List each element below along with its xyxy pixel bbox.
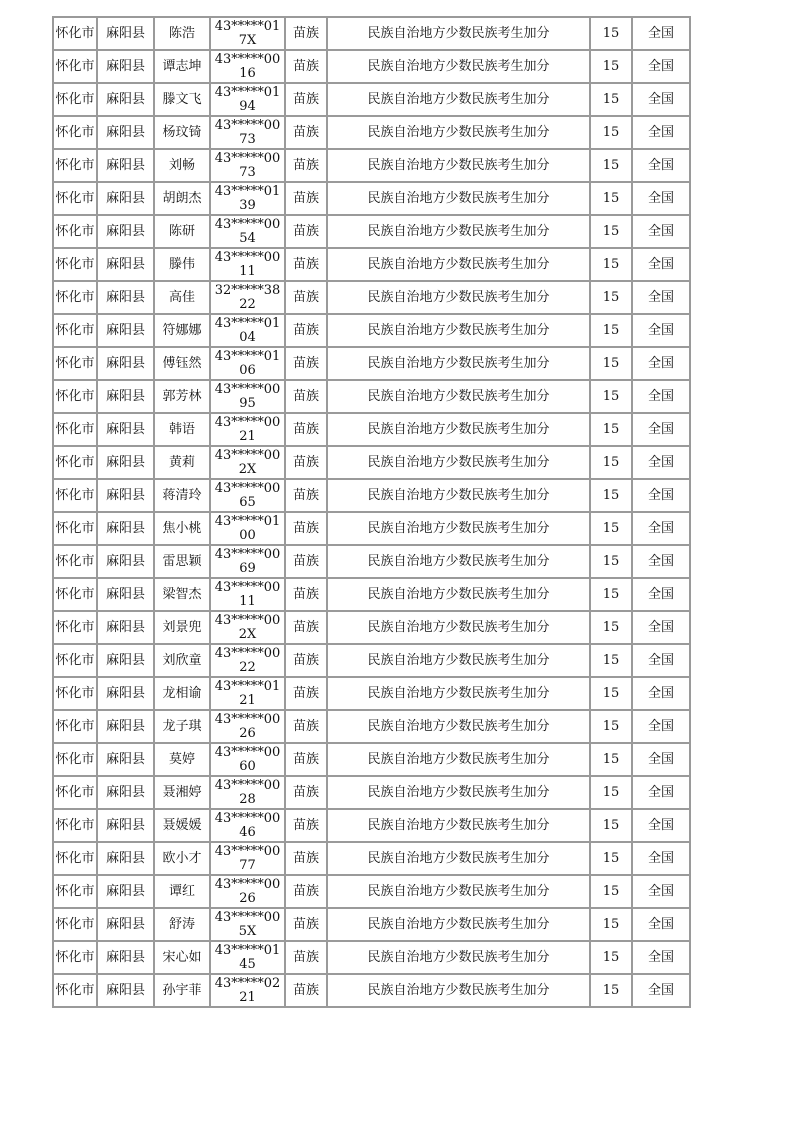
- bonus-category-cell: 民族自治地方少数民族考生加分: [327, 314, 590, 347]
- ethnicity-cell: 苗族: [285, 908, 327, 941]
- scope-cell: 全国: [632, 677, 690, 710]
- bonus-category-cell: 民族自治地方少数民族考生加分: [327, 974, 590, 1007]
- roster-table: [52, 16, 691, 1008]
- bonus-category-cell: 民族自治地方少数民族考生加分: [327, 776, 590, 809]
- scope-cell: 全国: [632, 908, 690, 941]
- ethnicity-cell: 苗族: [285, 743, 327, 776]
- table-row: [53, 842, 690, 875]
- ethnicity-cell: 苗族: [285, 83, 327, 116]
- city-cell: 怀化市: [53, 50, 97, 83]
- city-cell: 怀化市: [53, 446, 97, 479]
- city-cell: 怀化市: [53, 248, 97, 281]
- scope-cell: 全国: [632, 215, 690, 248]
- ethnicity-cell: 苗族: [285, 17, 327, 50]
- ethnicity-cell: 苗族: [285, 842, 327, 875]
- id-number-cell: 32*****3822: [210, 281, 285, 314]
- city-cell: 怀化市: [53, 281, 97, 314]
- table-row: [53, 611, 690, 644]
- county-cell: 麻阳县: [97, 413, 154, 446]
- county-cell: 麻阳县: [97, 215, 154, 248]
- scope-cell: 全国: [632, 50, 690, 83]
- bonus-points-cell: 15: [590, 281, 632, 314]
- ethnicity-cell: 苗族: [285, 50, 327, 83]
- city-cell: 怀化市: [53, 578, 97, 611]
- city-cell: 怀化市: [53, 215, 97, 248]
- table-row: [53, 380, 690, 413]
- scope-cell: 全国: [632, 578, 690, 611]
- scope-cell: 全国: [632, 941, 690, 974]
- id-number-cell: 43*****0026: [210, 710, 285, 743]
- name-cell: 莫婷: [154, 743, 210, 776]
- scope-cell: 全国: [632, 809, 690, 842]
- bonus-points-cell: 15: [590, 182, 632, 215]
- city-cell: 怀化市: [53, 974, 97, 1007]
- table-row: [53, 710, 690, 743]
- scope-cell: 全国: [632, 380, 690, 413]
- name-cell: 符娜娜: [154, 314, 210, 347]
- city-cell: 怀化市: [53, 776, 97, 809]
- bonus-points-cell: 15: [590, 710, 632, 743]
- county-cell: 麻阳县: [97, 347, 154, 380]
- ethnicity-cell: 苗族: [285, 875, 327, 908]
- ethnicity-cell: 苗族: [285, 776, 327, 809]
- county-cell: 麻阳县: [97, 116, 154, 149]
- name-cell: 孙宇菲: [154, 974, 210, 1007]
- bonus-category-cell: 民族自治地方少数民族考生加分: [327, 941, 590, 974]
- bonus-points-cell: 15: [590, 941, 632, 974]
- ethnicity-cell: 苗族: [285, 611, 327, 644]
- id-number-cell: 43*****0077: [210, 842, 285, 875]
- bonus-category-cell: 民族自治地方少数民族考生加分: [327, 512, 590, 545]
- bonus-points-cell: 15: [590, 743, 632, 776]
- table-row: [53, 875, 690, 908]
- name-cell: 龙子琪: [154, 710, 210, 743]
- county-cell: 麻阳县: [97, 248, 154, 281]
- ethnicity-cell: 苗族: [285, 149, 327, 182]
- name-cell: 欧小才: [154, 842, 210, 875]
- city-cell: 怀化市: [53, 380, 97, 413]
- id-number-cell: 43*****017X: [210, 17, 285, 50]
- table-row: [53, 413, 690, 446]
- ethnicity-cell: 苗族: [285, 710, 327, 743]
- bonus-category-cell: 民族自治地方少数民族考生加分: [327, 743, 590, 776]
- city-cell: 怀化市: [53, 644, 97, 677]
- city-cell: 怀化市: [53, 347, 97, 380]
- city-cell: 怀化市: [53, 17, 97, 50]
- county-cell: 麻阳县: [97, 677, 154, 710]
- scope-cell: 全国: [632, 611, 690, 644]
- bonus-category-cell: 民族自治地方少数民族考生加分: [327, 380, 590, 413]
- bonus-category-cell: 民族自治地方少数民族考生加分: [327, 50, 590, 83]
- table-row: [53, 512, 690, 545]
- name-cell: 高佳: [154, 281, 210, 314]
- name-cell: 聂湘婷: [154, 776, 210, 809]
- table-row: [53, 974, 690, 1007]
- county-cell: 麻阳县: [97, 710, 154, 743]
- scope-cell: 全国: [632, 743, 690, 776]
- name-cell: 谭红: [154, 875, 210, 908]
- table-row: [53, 644, 690, 677]
- city-cell: 怀化市: [53, 116, 97, 149]
- id-number-cell: 43*****0046: [210, 809, 285, 842]
- bonus-points-cell: 15: [590, 545, 632, 578]
- id-number-cell: 43*****0069: [210, 545, 285, 578]
- city-cell: 怀化市: [53, 908, 97, 941]
- name-cell: 傅钰然: [154, 347, 210, 380]
- scope-cell: 全国: [632, 545, 690, 578]
- bonus-points-cell: 15: [590, 446, 632, 479]
- county-cell: 麻阳县: [97, 941, 154, 974]
- name-cell: 杨玟锜: [154, 116, 210, 149]
- bonus-points-cell: 15: [590, 908, 632, 941]
- bonus-category-cell: 民族自治地方少数民族考生加分: [327, 545, 590, 578]
- ethnicity-cell: 苗族: [285, 248, 327, 281]
- city-cell: 怀化市: [53, 677, 97, 710]
- bonus-category-cell: 民族自治地方少数民族考生加分: [327, 677, 590, 710]
- county-cell: 麻阳县: [97, 479, 154, 512]
- scope-cell: 全国: [632, 842, 690, 875]
- bonus-points-cell: 15: [590, 578, 632, 611]
- county-cell: 麻阳县: [97, 842, 154, 875]
- id-number-cell: 43*****0022: [210, 644, 285, 677]
- bonus-points-cell: 15: [590, 347, 632, 380]
- bonus-category-cell: 民族自治地方少数民族考生加分: [327, 182, 590, 215]
- scope-cell: 全国: [632, 512, 690, 545]
- scope-cell: 全国: [632, 83, 690, 116]
- id-number-cell: 43*****005X: [210, 908, 285, 941]
- table-row: [53, 17, 690, 50]
- ethnicity-cell: 苗族: [285, 314, 327, 347]
- table-row: [53, 215, 690, 248]
- bonus-points-cell: 15: [590, 215, 632, 248]
- name-cell: 聂媛媛: [154, 809, 210, 842]
- bonus-points-cell: 15: [590, 479, 632, 512]
- id-number-cell: 43*****0021: [210, 413, 285, 446]
- ethnicity-cell: 苗族: [285, 413, 327, 446]
- bonus-points-cell: 15: [590, 512, 632, 545]
- bonus-points-cell: 15: [590, 611, 632, 644]
- scope-cell: 全国: [632, 248, 690, 281]
- city-cell: 怀化市: [53, 842, 97, 875]
- scope-cell: 全国: [632, 314, 690, 347]
- county-cell: 麻阳县: [97, 578, 154, 611]
- bonus-category-cell: 民族自治地方少数民族考生加分: [327, 644, 590, 677]
- ethnicity-cell: 苗族: [285, 281, 327, 314]
- bonus-points-cell: 15: [590, 644, 632, 677]
- county-cell: 麻阳县: [97, 380, 154, 413]
- id-number-cell: 43*****0060: [210, 743, 285, 776]
- bonus-points-cell: 15: [590, 380, 632, 413]
- bonus-category-cell: 民族自治地方少数民族考生加分: [327, 842, 590, 875]
- scope-cell: 全国: [632, 116, 690, 149]
- name-cell: 黄莉: [154, 446, 210, 479]
- scope-cell: 全国: [632, 17, 690, 50]
- id-number-cell: 43*****0073: [210, 149, 285, 182]
- county-cell: 麻阳县: [97, 611, 154, 644]
- table-row: [53, 149, 690, 182]
- county-cell: 麻阳县: [97, 875, 154, 908]
- bonus-points-cell: 15: [590, 50, 632, 83]
- bonus-category-cell: 民族自治地方少数民族考生加分: [327, 809, 590, 842]
- table-row: [53, 347, 690, 380]
- city-cell: 怀化市: [53, 545, 97, 578]
- id-number-cell: 43*****0106: [210, 347, 285, 380]
- bonus-points-cell: 15: [590, 17, 632, 50]
- name-cell: 雷思颖: [154, 545, 210, 578]
- name-cell: 宋心如: [154, 941, 210, 974]
- roster-body: [53, 17, 690, 1007]
- table-row: [53, 314, 690, 347]
- bonus-category-cell: 民族自治地方少数民族考生加分: [327, 908, 590, 941]
- table-row: [53, 941, 690, 974]
- ethnicity-cell: 苗族: [285, 677, 327, 710]
- county-cell: 麻阳县: [97, 314, 154, 347]
- table-row: [53, 116, 690, 149]
- scope-cell: 全国: [632, 875, 690, 908]
- bonus-points-cell: 15: [590, 842, 632, 875]
- id-number-cell: 43*****0065: [210, 479, 285, 512]
- table-row: [53, 545, 690, 578]
- city-cell: 怀化市: [53, 611, 97, 644]
- bonus-points-cell: 15: [590, 974, 632, 1007]
- id-number-cell: 43*****0028: [210, 776, 285, 809]
- id-number-cell: 43*****0121: [210, 677, 285, 710]
- table-row: [53, 479, 690, 512]
- county-cell: 麻阳县: [97, 512, 154, 545]
- name-cell: 陈研: [154, 215, 210, 248]
- bonus-category-cell: 民族自治地方少数民族考生加分: [327, 413, 590, 446]
- table-row: [53, 908, 690, 941]
- id-number-cell: 43*****0194: [210, 83, 285, 116]
- table-row: [53, 809, 690, 842]
- bonus-category-cell: 民族自治地方少数民族考生加分: [327, 710, 590, 743]
- ethnicity-cell: 苗族: [285, 182, 327, 215]
- county-cell: 麻阳县: [97, 149, 154, 182]
- county-cell: 麻阳县: [97, 809, 154, 842]
- ethnicity-cell: 苗族: [285, 380, 327, 413]
- bonus-points-cell: 15: [590, 413, 632, 446]
- bonus-points-cell: 15: [590, 248, 632, 281]
- bonus-category-cell: 民族自治地方少数民族考生加分: [327, 611, 590, 644]
- ethnicity-cell: 苗族: [285, 512, 327, 545]
- bonus-category-cell: 民族自治地方少数民族考生加分: [327, 446, 590, 479]
- scope-cell: 全国: [632, 974, 690, 1007]
- id-number-cell: 43*****0011: [210, 248, 285, 281]
- city-cell: 怀化市: [53, 149, 97, 182]
- ethnicity-cell: 苗族: [285, 941, 327, 974]
- id-number-cell: 43*****0011: [210, 578, 285, 611]
- table-row: [53, 677, 690, 710]
- table-row: [53, 578, 690, 611]
- table-row: [53, 281, 690, 314]
- city-cell: 怀化市: [53, 743, 97, 776]
- county-cell: 麻阳县: [97, 545, 154, 578]
- ethnicity-cell: 苗族: [285, 479, 327, 512]
- id-number-cell: 43*****002X: [210, 611, 285, 644]
- id-number-cell: 43*****0095: [210, 380, 285, 413]
- name-cell: 陈浩: [154, 17, 210, 50]
- bonus-category-cell: 民族自治地方少数民族考生加分: [327, 83, 590, 116]
- table-row: [53, 248, 690, 281]
- ethnicity-cell: 苗族: [285, 545, 327, 578]
- city-cell: 怀化市: [53, 809, 97, 842]
- bonus-points-cell: 15: [590, 83, 632, 116]
- table-row: [53, 446, 690, 479]
- county-cell: 麻阳县: [97, 83, 154, 116]
- table-row: [53, 182, 690, 215]
- scope-cell: 全国: [632, 281, 690, 314]
- id-number-cell: 43*****0139: [210, 182, 285, 215]
- ethnicity-cell: 苗族: [285, 809, 327, 842]
- name-cell: 焦小桃: [154, 512, 210, 545]
- name-cell: 郭芳林: [154, 380, 210, 413]
- county-cell: 麻阳县: [97, 644, 154, 677]
- bonus-category-cell: 民族自治地方少数民族考生加分: [327, 116, 590, 149]
- id-number-cell: 43*****0016: [210, 50, 285, 83]
- bonus-category-cell: 民族自治地方少数民族考生加分: [327, 248, 590, 281]
- scope-cell: 全国: [632, 710, 690, 743]
- name-cell: 刘欣童: [154, 644, 210, 677]
- bonus-category-cell: 民族自治地方少数民族考生加分: [327, 17, 590, 50]
- scope-cell: 全国: [632, 446, 690, 479]
- city-cell: 怀化市: [53, 314, 97, 347]
- scope-cell: 全国: [632, 182, 690, 215]
- id-number-cell: 43*****0221: [210, 974, 285, 1007]
- table-row: [53, 776, 690, 809]
- bonus-points-cell: 15: [590, 314, 632, 347]
- scope-cell: 全国: [632, 776, 690, 809]
- name-cell: 刘景兜: [154, 611, 210, 644]
- table-row: [53, 50, 690, 83]
- bonus-category-cell: 民族自治地方少数民族考生加分: [327, 578, 590, 611]
- county-cell: 麻阳县: [97, 446, 154, 479]
- id-number-cell: 43*****0104: [210, 314, 285, 347]
- name-cell: 胡朗杰: [154, 182, 210, 215]
- bonus-points-cell: 15: [590, 149, 632, 182]
- city-cell: 怀化市: [53, 512, 97, 545]
- county-cell: 麻阳县: [97, 17, 154, 50]
- bonus-category-cell: 民族自治地方少数民族考生加分: [327, 281, 590, 314]
- ethnicity-cell: 苗族: [285, 578, 327, 611]
- name-cell: 刘畅: [154, 149, 210, 182]
- county-cell: 麻阳县: [97, 908, 154, 941]
- name-cell: 龙相谕: [154, 677, 210, 710]
- id-number-cell: 43*****0145: [210, 941, 285, 974]
- city-cell: 怀化市: [53, 182, 97, 215]
- city-cell: 怀化市: [53, 83, 97, 116]
- id-number-cell: 43*****0054: [210, 215, 285, 248]
- ethnicity-cell: 苗族: [285, 974, 327, 1007]
- table-row: [53, 743, 690, 776]
- city-cell: 怀化市: [53, 413, 97, 446]
- county-cell: 麻阳县: [97, 743, 154, 776]
- name-cell: 舒涛: [154, 908, 210, 941]
- table-row: [53, 83, 690, 116]
- bonus-category-cell: 民族自治地方少数民族考生加分: [327, 479, 590, 512]
- city-cell: 怀化市: [53, 479, 97, 512]
- county-cell: 麻阳县: [97, 776, 154, 809]
- bonus-category-cell: 民族自治地方少数民族考生加分: [327, 875, 590, 908]
- bonus-category-cell: 民族自治地方少数民族考生加分: [327, 347, 590, 380]
- name-cell: 蒋清玲: [154, 479, 210, 512]
- city-cell: 怀化市: [53, 875, 97, 908]
- bonus-points-cell: 15: [590, 776, 632, 809]
- name-cell: 谭志坤: [154, 50, 210, 83]
- bonus-category-cell: 民族自治地方少数民族考生加分: [327, 215, 590, 248]
- city-cell: 怀化市: [53, 710, 97, 743]
- county-cell: 麻阳县: [97, 50, 154, 83]
- ethnicity-cell: 苗族: [285, 116, 327, 149]
- id-number-cell: 43*****0073: [210, 116, 285, 149]
- bonus-points-cell: 15: [590, 116, 632, 149]
- ethnicity-cell: 苗族: [285, 446, 327, 479]
- id-number-cell: 43*****0026: [210, 875, 285, 908]
- ethnicity-cell: 苗族: [285, 644, 327, 677]
- id-number-cell: 43*****002X: [210, 446, 285, 479]
- name-cell: 滕文飞: [154, 83, 210, 116]
- scope-cell: 全国: [632, 347, 690, 380]
- scope-cell: 全国: [632, 413, 690, 446]
- scope-cell: 全国: [632, 644, 690, 677]
- scope-cell: 全国: [632, 479, 690, 512]
- county-cell: 麻阳县: [97, 281, 154, 314]
- bonus-points-cell: 15: [590, 809, 632, 842]
- city-cell: 怀化市: [53, 941, 97, 974]
- bonus-category-cell: 民族自治地方少数民族考生加分: [327, 149, 590, 182]
- name-cell: 韩语: [154, 413, 210, 446]
- county-cell: 麻阳县: [97, 182, 154, 215]
- county-cell: 麻阳县: [97, 974, 154, 1007]
- id-number-cell: 43*****0100: [210, 512, 285, 545]
- name-cell: 滕伟: [154, 248, 210, 281]
- ethnicity-cell: 苗族: [285, 215, 327, 248]
- name-cell: 梁智杰: [154, 578, 210, 611]
- ethnicity-cell: 苗族: [285, 347, 327, 380]
- bonus-points-cell: 15: [590, 677, 632, 710]
- scope-cell: 全国: [632, 149, 690, 182]
- bonus-points-cell: 15: [590, 875, 632, 908]
